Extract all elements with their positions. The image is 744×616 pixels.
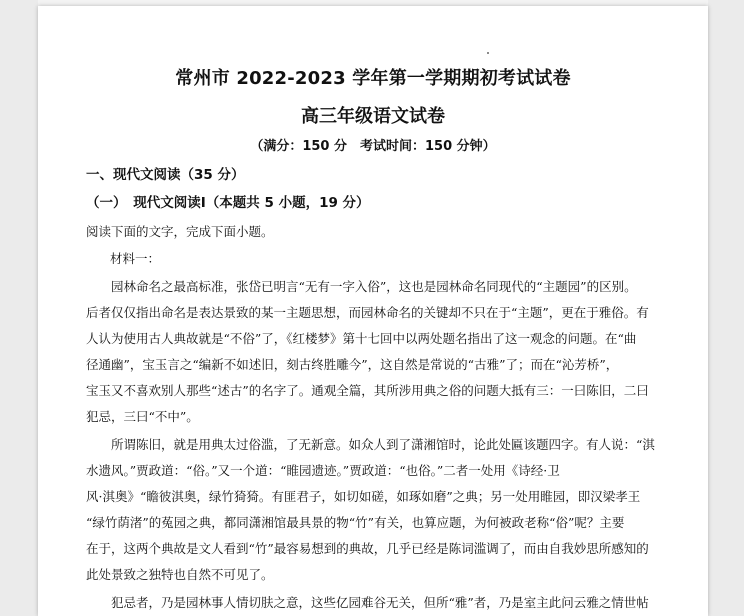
body-line: 宝玉又不喜欢别人那些“述古”的名字了。通观全篇，其所涉用典之俗的问题大抵有三：一曰陈旧，二曰: [86, 383, 649, 398]
body-line: 园林命名之最高标准，张岱已明言“无有一字入俗”，这也是园林命名同现代的“主题园”的区别。: [86, 279, 637, 294]
body-line: 风·淇奥》“瞻彼淇奥，绿竹猗猗。有匪君子，如切如磋，如琢如磨”之典；另一处用睢园，即汉梁孝王: [86, 489, 641, 504]
body-line: 犯忌者，乃是园林事人情切肤之意，这些亿园难谷无关，但所“雅”者，乃是室主此问云雅之情世帖: [86, 595, 649, 610]
doc-subtitle: 高三年级语文试卷: [301, 106, 445, 127]
doc-meta: （满分：150 分 考试时间：150 分钟）: [250, 139, 496, 154]
body-line: 人认为使用古人典故就是“不俗”了，《红楼梦》第十七回中以两处题名指出了这一观念的问题。在“曲: [86, 331, 637, 346]
body-line: 在于，这两个典故是文人看到“竹”最容易想到的典故，几乎已经是陈词滥调了，而由自我妙思所感知的: [86, 541, 649, 556]
document-page: [38, 6, 708, 616]
body-line: 犯忌，三曰“不中”。: [86, 409, 199, 424]
instruction-text: 阅读下面的文字，完成下面小题。: [86, 224, 274, 239]
body-line: 所谓陈旧，就是用典太过俗滥，了无新意。如众人到了潇湘馆时，论此处匾该题四字。有人说：“淇: [86, 437, 655, 452]
body-line: 此处景致之独特也自然不可见了。: [86, 567, 274, 582]
section-heading: 一、现代文阅读（35 分）: [86, 167, 245, 183]
stray-mark: [487, 52, 489, 54]
body-line: 径通幽”，宝玉言之“编新不如述旧，刻古终胜雕今”，这自然是常说的“古雅”了；而在“沁芳桥”，: [86, 357, 619, 372]
body-line: “绿竹荫渚”的菟园之典，都同潇湘馆最具景的物“竹”有关，也算应题，为何被政老称“俗”呢？主要: [86, 515, 625, 530]
body-line: 后者仅仅指出命名是表达景致的某一主题思想，而园林命名的关键却不只在于“主题”，更在于雅俗。有: [86, 305, 649, 320]
subsection-heading: （一） 现代文阅读Ⅰ（本题共 5 小题，19 分）: [86, 195, 370, 211]
doc-title: 常州市 2022-2023 学年第一学期期初考试试卷: [175, 68, 571, 89]
body-line: 水遗风。”贾政道：“俗。”又一个道：“睢园遗迹。”贾政道：“也俗。”二者一处用《诗经·卫: [86, 463, 560, 478]
material-label: 材料一：: [110, 251, 161, 266]
